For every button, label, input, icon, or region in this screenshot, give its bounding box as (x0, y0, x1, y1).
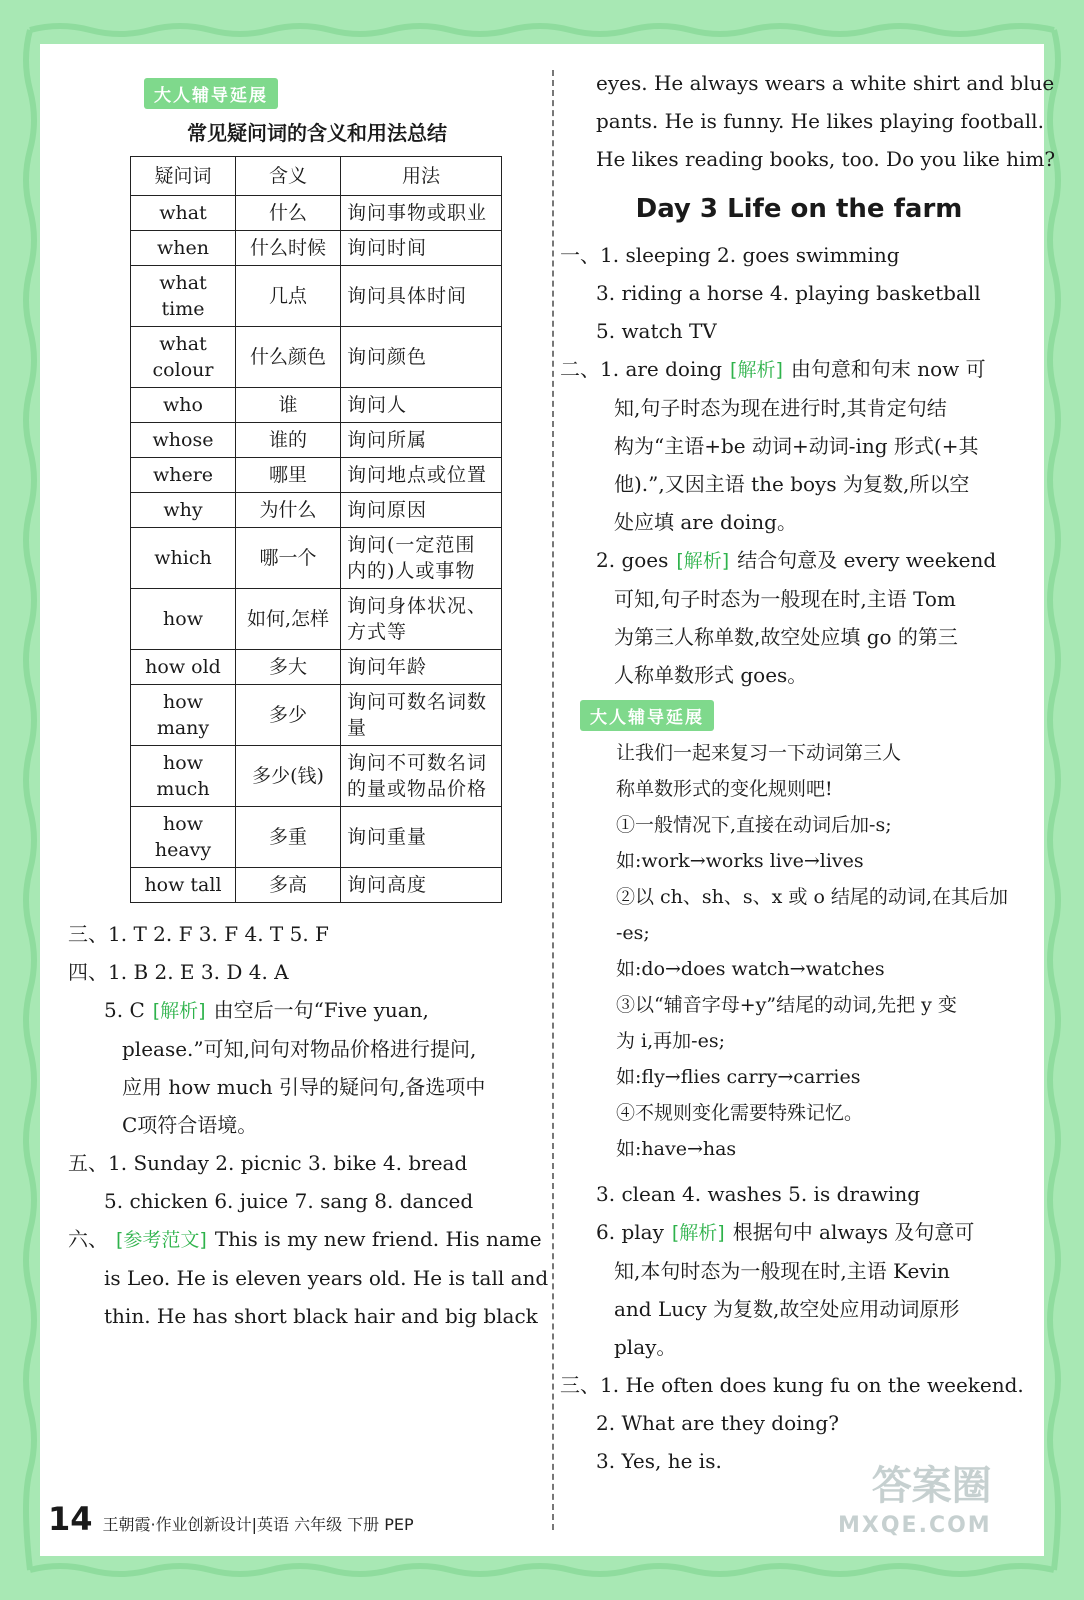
answer-text: 应用 how much 引导的疑问句,备选项中 (122, 1075, 486, 1099)
right-column (560, 44, 1056, 1480)
analysis-tag: [解析] (671, 1222, 725, 1244)
meaning-cell: 哪里 (236, 458, 341, 493)
answer-text: 六、 (68, 1227, 108, 1251)
table-row (131, 685, 502, 746)
answer-line (560, 1213, 1038, 1252)
column-divider (552, 70, 554, 1530)
answer-line (68, 1030, 546, 1068)
left-answers (68, 915, 549, 1335)
answer-line (68, 915, 546, 953)
table-row (131, 589, 502, 650)
answer-line (68, 1106, 546, 1144)
answer-line (68, 1220, 546, 1259)
answer-text: 2. What are they doing? (596, 1411, 839, 1435)
meaning-cell: 多高 (236, 868, 341, 903)
meaning-cell: 几点 (236, 266, 341, 327)
answer-text: 他).”,又因主语 the boys 为复数,所以空 (614, 472, 970, 496)
table-row (131, 423, 502, 458)
answer-text: 5. watch TV (596, 319, 717, 343)
question-word-cell: why (131, 493, 236, 528)
usage-cell: 询问事物或职业 (341, 196, 502, 231)
meaning-cell: 谁 (236, 388, 341, 423)
question-word-cell: how (131, 589, 236, 650)
meaning-cell: 哪一个 (236, 528, 341, 589)
usage-cell: 询问时间 (341, 231, 502, 266)
essay-line: pants. He is funny. He likes playing football. (596, 109, 1044, 133)
answer-text: 一、1. sleeping 2. goes swimming (560, 243, 900, 267)
page-number: 14 (48, 1500, 93, 1538)
table-body (131, 196, 502, 903)
usage-cell: 询问人 (341, 388, 502, 423)
analysis-text: 由句意和句末 now 可 (790, 357, 986, 381)
day3-answers-part1 (560, 236, 1038, 694)
answer-text: 5. chicken 6. juice 7. sang 8. danced (104, 1189, 474, 1213)
usage-cell: 询问身体状况、方式等 (341, 589, 502, 650)
table-row (131, 231, 502, 266)
answer-line (560, 656, 1038, 694)
rule-line: 如:do→does watch→watches (616, 958, 885, 980)
tutor-extension-badge: 大人辅导延展 (144, 78, 278, 109)
rule-line: ②以 ch、sh、s、x 或 o 结尾的动词,在其后加 (616, 886, 1008, 908)
usage-cell: 询问(一定范围内的)人或事物 (341, 528, 502, 589)
usage-cell: 询问颜色 (341, 327, 502, 388)
table-row (131, 493, 502, 528)
answer-text: C项符合语境。 (122, 1113, 258, 1137)
meaning-cell: 谁的 (236, 423, 341, 458)
question-word-cell: who (131, 388, 236, 423)
third-person-rules (560, 735, 1038, 1167)
meaning-cell: 多少 (236, 685, 341, 746)
table-header-row (131, 157, 502, 196)
answer-text: 知,本句时态为一般现在时,主语 Kevin (614, 1259, 950, 1283)
meaning-cell: 多少(钱) (236, 746, 341, 807)
day-title: Day 3 Life on the farm (635, 194, 963, 224)
answer-line (560, 389, 1038, 427)
essay-line: eyes. He always wears a white shirt and blue (596, 71, 1055, 95)
answer-line (560, 236, 1038, 274)
table-row (131, 807, 502, 868)
table-row (131, 650, 502, 685)
page-footer (48, 1500, 414, 1538)
answer-line (68, 1259, 549, 1297)
meaning-cell: 什么颜色 (236, 327, 341, 388)
watermark-text: 答案圈 (871, 1463, 992, 1509)
answer-text: play。 (614, 1335, 677, 1359)
table-header: 含义 (236, 157, 341, 196)
usage-cell: 询问高度 (341, 868, 502, 903)
table-row (131, 458, 502, 493)
answer-text: 处应填 are doing。 (614, 510, 797, 534)
analysis-tag: [解析] (152, 1000, 206, 1022)
usage-cell: 询问不可数名词的量或物品价格 (341, 746, 502, 807)
answer-text: 二、1. are doing (560, 357, 723, 381)
answer-text: 知,句子时态为现在进行时,其肯定句结 (614, 396, 947, 420)
answer-line (560, 312, 1038, 350)
question-word-cell: how tall (131, 868, 236, 903)
rule-line: 如:fly→flies carry→carries (616, 1066, 861, 1088)
answer-line (560, 1252, 1038, 1290)
question-word-cell: where (131, 458, 236, 493)
answer-text: 三、1. T 2. F 3. F 4. T 5. F (68, 922, 329, 946)
rule-line: 为 i,再加-es; (616, 1030, 725, 1052)
answer-text: please.”可知,问句对物品价格进行提问, (122, 1037, 477, 1061)
usage-cell: 询问年龄 (341, 650, 502, 685)
analysis-text: This is my new friend. His name (214, 1227, 542, 1251)
answer-line (560, 503, 1038, 541)
analysis-text: 根据句中 always 及句意可 (732, 1220, 975, 1244)
table-header: 疑问词 (131, 157, 236, 196)
meaning-cell: 如何,怎样 (236, 589, 341, 650)
answer-line (560, 1175, 1038, 1213)
meaning-cell: 多大 (236, 650, 341, 685)
usage-cell: 询问所属 (341, 423, 502, 458)
question-word-cell: how much (131, 746, 236, 807)
table-row (131, 388, 502, 423)
rule-line: -es; (616, 922, 650, 944)
watermark-logo (838, 1463, 992, 1546)
answer-line (560, 1290, 1038, 1328)
usage-cell: 询问重量 (341, 807, 502, 868)
analysis-tag: [参考范文] (116, 1229, 207, 1251)
answer-text: 构为“主语+be 动词+动词-ing 形式(+其 (614, 434, 979, 458)
question-word-cell: whose (131, 423, 236, 458)
rule-line: 称单数形式的变化规则吧! (616, 778, 833, 800)
answer-text: 四、1. B 2. E 3. D 4. A (68, 960, 289, 984)
usage-cell: 询问地点或位置 (341, 458, 502, 493)
answer-text: 3. riding a horse 4. playing basketball (596, 281, 981, 305)
rule-line: 如:have→has (616, 1138, 737, 1160)
rule-line: ④不规则变化需要特殊记忆。 (616, 1102, 864, 1124)
question-word-cell: which (131, 528, 236, 589)
rule-line: ③以“辅音字母+y”结尾的动词,先把 y 变 (616, 994, 957, 1016)
book-info: 王朝霞·作业创新设计|英语 六年级 下册 PEP (102, 1515, 414, 1534)
rule-line: ①一般情况下,直接在动词后加-s; (616, 814, 892, 836)
question-word-cell: what (131, 196, 236, 231)
answer-line (560, 1328, 1038, 1366)
left-column (68, 44, 549, 1335)
table-row (131, 266, 502, 327)
analysis-text: 由空后一句“Five yuan, (213, 998, 429, 1022)
answer-text: 为第三人称单数,故空处应填 go 的第三 (614, 625, 958, 649)
rule-line: 如:work→works live→lives (616, 850, 864, 872)
answer-line (68, 1068, 546, 1106)
meaning-cell: 为什么 (236, 493, 341, 528)
answer-line (68, 953, 546, 991)
question-word-cell: what time (131, 266, 236, 327)
answer-line (560, 541, 1038, 580)
answer-line (68, 1144, 546, 1182)
answer-line (560, 350, 1038, 389)
usage-cell: 询问原因 (341, 493, 502, 528)
table-row (131, 746, 502, 807)
essay-line: He likes reading books, too. Do you like him? (596, 147, 1056, 171)
answer-text: is Leo. He is eleven years old. He is tall and (104, 1266, 549, 1290)
analysis-tag: [解析] (676, 550, 730, 572)
answer-line (68, 991, 546, 1030)
answer-text: 人称单数形式 goes。 (614, 663, 808, 687)
answer-text: and Lucy 为复数,故空处应用动词原形 (614, 1297, 960, 1321)
answer-text: 2. goes (596, 548, 669, 572)
answer-line (560, 465, 1038, 503)
day3-answers-part2 (560, 1175, 1038, 1480)
usage-cell: 询问可数名词数量 (341, 685, 502, 746)
question-words-table (130, 156, 502, 903)
answer-text: 3. Yes, he is. (596, 1449, 722, 1473)
table-header: 用法 (341, 157, 502, 196)
usage-cell: 询问具体时间 (341, 266, 502, 327)
watermark-url: MXQE.COM (838, 1513, 992, 1538)
table-row (131, 327, 502, 388)
answer-line (68, 1182, 546, 1220)
question-word-cell: how old (131, 650, 236, 685)
question-word-cell: how heavy (131, 807, 236, 868)
meaning-cell: 什么时候 (236, 231, 341, 266)
answer-line (68, 1297, 546, 1335)
answer-line (560, 427, 1038, 465)
answer-text: 可知,句子时态为一般现在时,主语 Tom (614, 587, 956, 611)
question-word-cell: when (131, 231, 236, 266)
answer-line (560, 618, 1038, 656)
question-word-cell: how many (131, 685, 236, 746)
rule-line: 让我们一起来复习一下动词第三人 (616, 742, 902, 764)
analysis-tag: [解析] (730, 359, 783, 381)
essay-continuation (560, 64, 1056, 178)
answer-line (560, 1366, 1038, 1404)
meaning-cell: 什么 (236, 196, 341, 231)
answer-text: 3. clean 4. washes 5. is drawing (596, 1182, 921, 1206)
table-row (131, 868, 502, 903)
answer-text: 5. C (104, 998, 145, 1022)
answer-text: 五、1. Sunday 2. picnic 3. bike 4. bread (68, 1151, 468, 1175)
answer-page (40, 44, 1056, 1556)
answer-line (560, 580, 1038, 618)
answer-text: 6. play (596, 1220, 664, 1244)
answer-text: thin. He has short black hair and big black (104, 1304, 538, 1328)
tutor-extension-badge: 大人辅导延展 (580, 700, 714, 731)
table-row (131, 528, 502, 589)
analysis-text: 结合句意及 every weekend (737, 548, 997, 572)
answer-text: 三、1. He often does kung fu on the weekend. (560, 1373, 1024, 1397)
question-word-cell: what colour (131, 327, 236, 388)
table-row (131, 196, 502, 231)
meaning-cell: 多重 (236, 807, 341, 868)
answer-line (560, 274, 1038, 312)
question-words-title: 常见疑问词的含义和用法总结 (187, 121, 447, 145)
answer-line (560, 1404, 1038, 1442)
